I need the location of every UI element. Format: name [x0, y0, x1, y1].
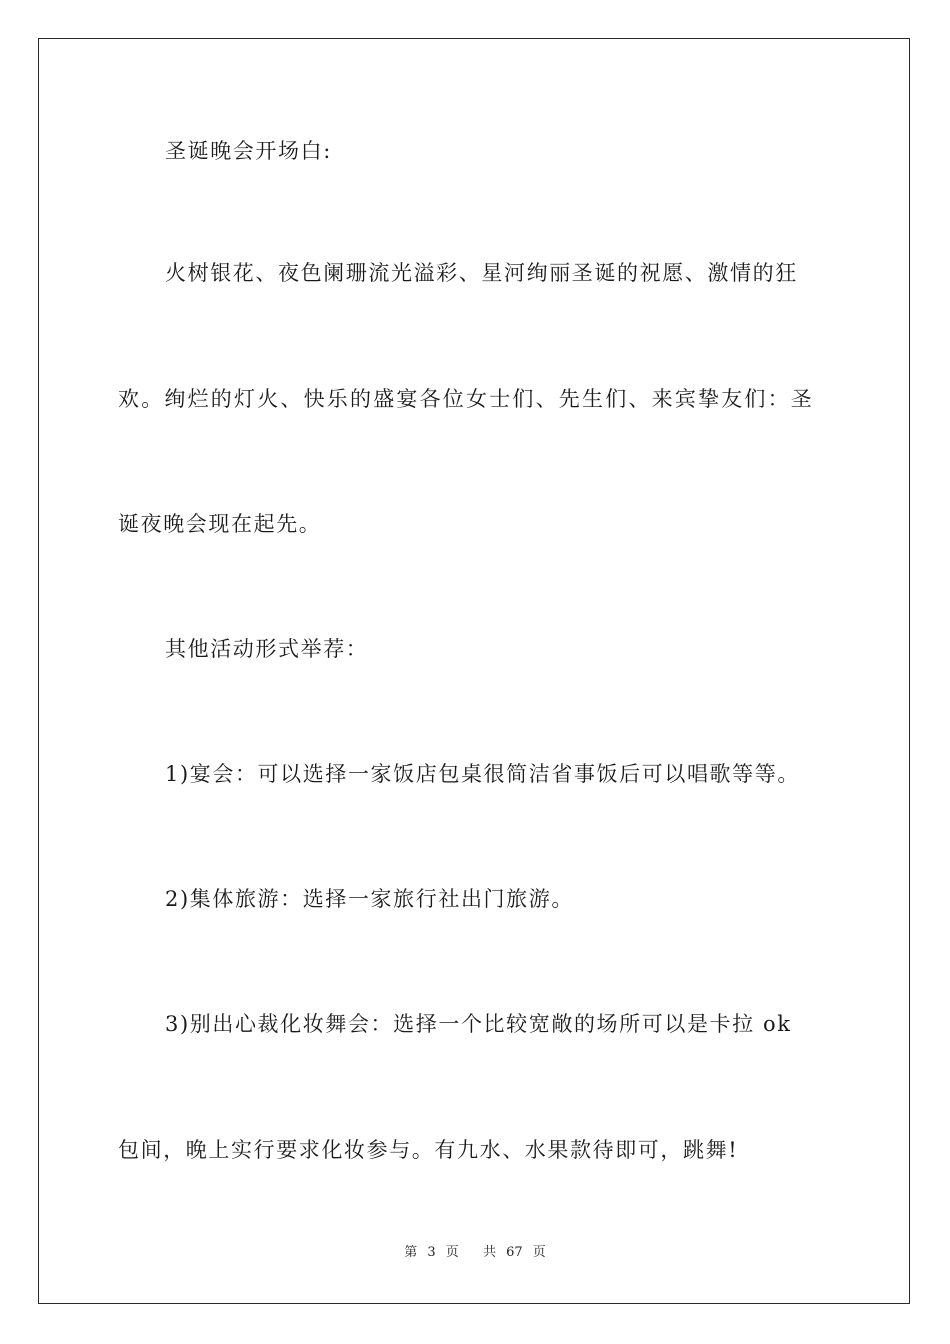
list-item: 1)宴会：可以选择一家饭店包桌很简洁省事饭后可以唱歌等等。	[165, 762, 800, 786]
list-item: 2)集体旅游：选择一家旅行社出门旅游。	[165, 887, 574, 911]
page-total: 共 67 页	[482, 1245, 546, 1260]
page-footer	[0, 1244, 950, 1262]
page-number: 第 3 页	[404, 1245, 459, 1260]
section-heading-activities: 其他活动形式举荐：	[165, 637, 369, 661]
list-item: 3)别出心裁化妆舞会：选择一个比较宽敞的场所可以是卡拉 ok	[165, 1012, 792, 1036]
list-item-continuation: 包间，晚上实行要求化妆参与。有九水、水果款待即可，跳舞!	[118, 1138, 739, 1162]
paragraph-line: 火树银花、夜色阑珊流光溢彩、星河绚丽圣诞的祝愿、激情的狂	[165, 261, 798, 285]
paragraph-line: 诞夜晚会现在起先。	[118, 512, 322, 536]
page-frame	[38, 38, 910, 1304]
section-heading-opening: 圣诞晚会开场白:	[165, 139, 332, 163]
paragraph-line: 欢。绚烂的灯火、快乐的盛宴各位女士们、先生们、来宾挚友们：圣	[118, 387, 814, 411]
